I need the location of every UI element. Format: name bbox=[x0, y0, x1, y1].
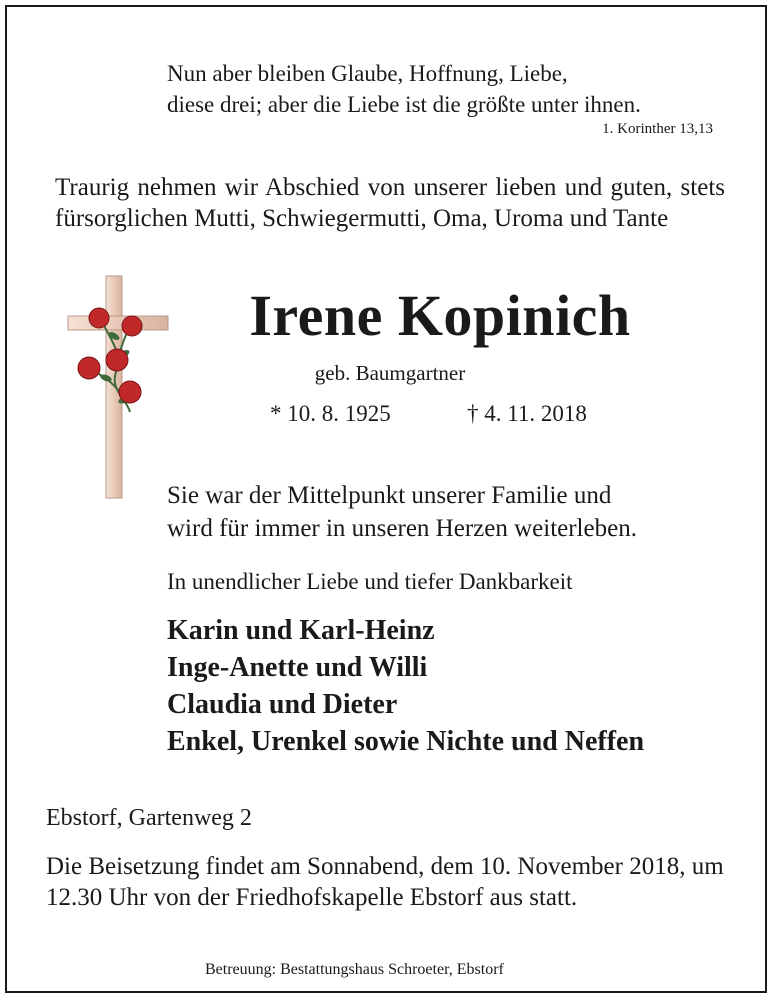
funeral-notice: Die Beisetzung findet am Sonnabend, dem 10. November 2018, um 12.30 Uhr von der Friedhofskapelle Ebstorf aus statt. bbox=[46, 853, 724, 911]
intro-text: Traurig nehmen wir Abschied von unserer lieben und guten, stets fürsorglichen Mutti, Schwiegermutti, Oma, Uroma und Tante bbox=[55, 174, 725, 232]
cross-with-roses-icon bbox=[62, 272, 174, 504]
address: Ebstorf, Gartenweg 2 bbox=[46, 805, 252, 831]
bible-verse bbox=[167, 58, 641, 120]
rose-icon bbox=[89, 308, 109, 328]
maiden-name: geb. Baumgartner bbox=[314, 361, 466, 385]
verse-reference: 1. Korinther 13,13 bbox=[602, 121, 713, 137]
deceased-name: Irene Kopinich bbox=[249, 283, 631, 348]
mourner-entry: Enkel, Urenkel sowie Nichte und Neffen bbox=[167, 726, 645, 757]
birth-date: * 10. 8. 1925 bbox=[270, 401, 391, 426]
mourner-entry: Karin und Karl-Heinz bbox=[167, 615, 435, 646]
rose-icon bbox=[106, 349, 128, 371]
tribute-line-2: wird für immer in unseren Herzen weiterleben. bbox=[167, 515, 637, 542]
rose-icon bbox=[122, 316, 142, 336]
thanks-line: In unendlicher Liebe und tiefer Dankbarkeit bbox=[167, 569, 573, 594]
tribute-line-1: Sie war der Mittelpunkt unserer Familie und bbox=[167, 482, 612, 509]
cross-horizontal-beam bbox=[68, 316, 168, 330]
undertaker-credit: Betreuung: Bestattungshaus Schroeter, Ebstorf bbox=[205, 961, 504, 978]
rose-icon bbox=[119, 381, 141, 403]
death-date: † 4. 11. 2018 bbox=[467, 401, 587, 426]
verse-line-1: Nun aber bleiben Glaube, Hoffnung, Liebe, bbox=[167, 61, 568, 86]
tribute-text bbox=[167, 479, 637, 545]
mourners-list bbox=[167, 612, 644, 760]
mourner-entry: Claudia und Dieter bbox=[167, 689, 398, 720]
verse-line-2: diese drei; aber die Liebe ist die größte unter ihnen. bbox=[167, 92, 641, 117]
mourner-entry: Inge-Anette und Willi bbox=[167, 652, 428, 683]
rose-icon bbox=[78, 357, 100, 379]
